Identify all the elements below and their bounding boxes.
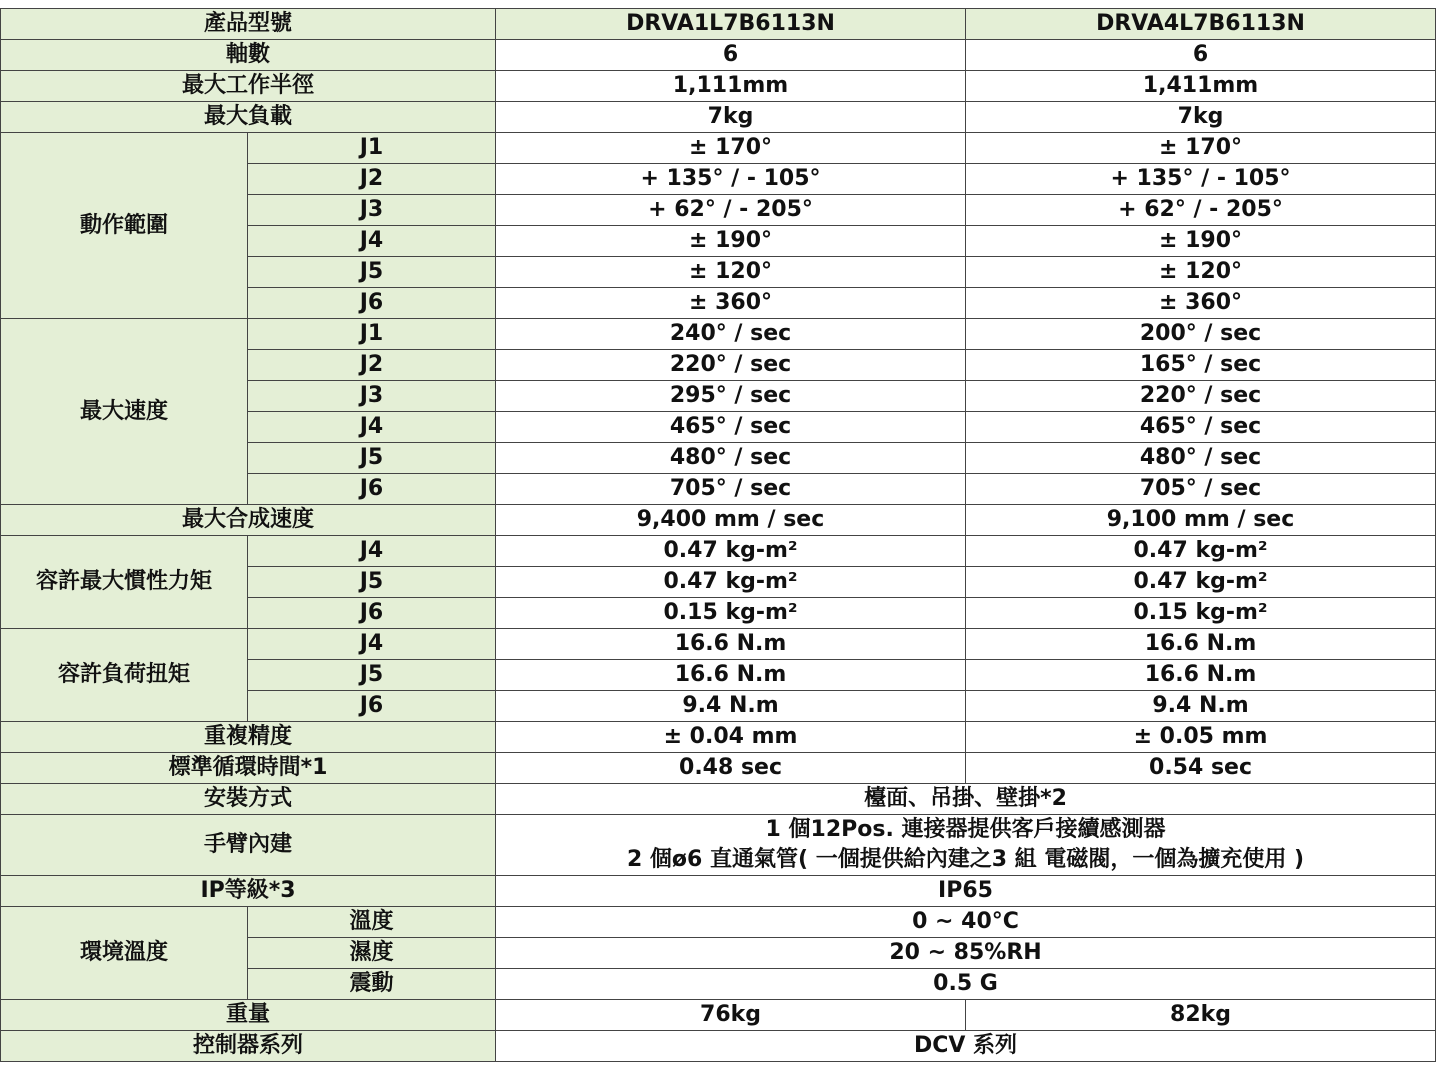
max-speed-a: 295° / sec: [496, 381, 966, 412]
joint-label: J2: [248, 350, 496, 381]
arm-builtin-line-1: 1 個12Pos. 連接器提供客戶接續感測器: [765, 817, 1166, 842]
motion-range-a: ± 120°: [496, 257, 966, 288]
axes-b: 6: [966, 40, 1436, 71]
max-reach-a: 1,111mm: [496, 71, 966, 102]
max-speed-a: 465° / sec: [496, 412, 966, 443]
max-speed-b: 200° / sec: [966, 319, 1436, 350]
environment-item-label: 濕度: [248, 938, 496, 969]
environment-item-label: 震動: [248, 969, 496, 1000]
controller-value: DCV 系列: [496, 1031, 1436, 1062]
joint-label: J4: [248, 536, 496, 567]
motion-range-a: ± 360°: [496, 288, 966, 319]
max-speed-a: 480° / sec: [496, 443, 966, 474]
motion-range-b: ± 190°: [966, 226, 1436, 257]
joint-label: J3: [248, 195, 496, 226]
table-row: [1, 1031, 1436, 1062]
inertia-a: 0.15 kg-m²: [496, 598, 966, 629]
joint-label: J5: [248, 567, 496, 598]
environment-item-value: 0 ~ 40°C: [496, 907, 1436, 938]
max-speed-b: 480° / sec: [966, 443, 1436, 474]
joint-label: J5: [248, 257, 496, 288]
motion-range-b: + 62° / - 205°: [966, 195, 1436, 226]
ip-rating-label: IP等級*3: [1, 876, 496, 907]
table-row: [1, 40, 1436, 71]
joint-label: J5: [248, 443, 496, 474]
axes-a: 6: [496, 40, 966, 71]
max-speed-b: 165° / sec: [966, 350, 1436, 381]
table-row: [1, 784, 1436, 815]
joint-label: J1: [248, 319, 496, 350]
joint-label: J1: [248, 133, 496, 164]
max-composite-speed-a: 9,400 mm / sec: [496, 505, 966, 536]
torque-b: 9.4 N.m: [966, 691, 1436, 722]
environment-item-value: 0.5 G: [496, 969, 1436, 1000]
joint-label: J6: [248, 288, 496, 319]
joint-label: J6: [248, 691, 496, 722]
motion-range-b: ± 360°: [966, 288, 1436, 319]
motion-range-a: + 135° / - 105°: [496, 164, 966, 195]
max-speed-label: 最大速度: [1, 319, 248, 505]
joint-label: J6: [248, 598, 496, 629]
table-row: [1, 629, 1436, 660]
table-row: [1, 815, 1436, 876]
mounting-value: 檯面、吊掛、壁掛*2: [496, 784, 1436, 815]
cycle-time-b: 0.54 sec: [966, 753, 1436, 784]
table-row: [1, 722, 1436, 753]
max-speed-a: 240° / sec: [496, 319, 966, 350]
max-payload-b: 7kg: [966, 102, 1436, 133]
model-b-header: DRVA4L7B6113N: [966, 9, 1436, 40]
joint-label: J4: [248, 226, 496, 257]
inertia-a: 0.47 kg-m²: [496, 567, 966, 598]
repeatability-b: ± 0.05 mm: [966, 722, 1436, 753]
table-row: [1, 1000, 1436, 1031]
motion-range-a: ± 170°: [496, 133, 966, 164]
environment-item-value: 20 ~ 85%RH: [496, 938, 1436, 969]
mounting-label: 安裝方式: [1, 784, 496, 815]
max-payload-label: 最大負載: [1, 102, 496, 133]
spec-table: [0, 8, 1436, 1062]
weight-a: 76kg: [496, 1000, 966, 1031]
motion-range-b: ± 170°: [966, 133, 1436, 164]
inertia-a: 0.47 kg-m²: [496, 536, 966, 567]
torque-b: 16.6 N.m: [966, 660, 1436, 691]
motion-range-b: ± 120°: [966, 257, 1436, 288]
inertia-b: 0.15 kg-m²: [966, 598, 1436, 629]
cycle-time-a: 0.48 sec: [496, 753, 966, 784]
joint-label: J5: [248, 660, 496, 691]
torque-a: 16.6 N.m: [496, 660, 966, 691]
table-row: [1, 9, 1436, 40]
weight-b: 82kg: [966, 1000, 1436, 1031]
table-row: [1, 133, 1436, 164]
table-row: [1, 753, 1436, 784]
max-reach-label: 最大工作半徑: [1, 71, 496, 102]
table-row: [1, 876, 1436, 907]
max-speed-b: 465° / sec: [966, 412, 1436, 443]
table-row: [1, 505, 1436, 536]
motion-range-label: 動作範圍: [1, 133, 248, 319]
motion-range-a: ± 190°: [496, 226, 966, 257]
environment-label: 環境溫度: [1, 907, 248, 1000]
max-composite-speed-b: 9,100 mm / sec: [966, 505, 1436, 536]
model-a-header: DRVA1L7B6113N: [496, 9, 966, 40]
axes-label: 軸數: [1, 40, 496, 71]
weight-label: 重量: [1, 1000, 496, 1031]
joint-label: J4: [248, 629, 496, 660]
max-payload-a: 7kg: [496, 102, 966, 133]
cycle-time-label: 標準循環時間*1: [1, 753, 496, 784]
table-row: [1, 71, 1436, 102]
torque-label: 容許負荷扭矩: [1, 629, 248, 722]
arm-builtin-value: [496, 815, 1436, 876]
max-composite-speed-label: 最大合成速度: [1, 505, 496, 536]
ip-rating-value: IP65: [496, 876, 1436, 907]
table-row: [1, 319, 1436, 350]
joint-label: J3: [248, 381, 496, 412]
header-label: 產品型號: [1, 9, 496, 40]
max-speed-a: 705° / sec: [496, 474, 966, 505]
max-speed-a: 220° / sec: [496, 350, 966, 381]
torque-a: 9.4 N.m: [496, 691, 966, 722]
table-row: [1, 536, 1436, 567]
torque-b: 16.6 N.m: [966, 629, 1436, 660]
arm-builtin-line-2: 2 個ø6 直通氣管( 一個提供給內建之3 組 電磁閥，一個為擴充使用 ): [626, 847, 1305, 872]
repeatability-label: 重複精度: [1, 722, 496, 753]
torque-a: 16.6 N.m: [496, 629, 966, 660]
inertia-b: 0.47 kg-m²: [966, 536, 1436, 567]
max-speed-b: 705° / sec: [966, 474, 1436, 505]
joint-label: J2: [248, 164, 496, 195]
joint-label: J6: [248, 474, 496, 505]
motion-range-a: + 62° / - 205°: [496, 195, 966, 226]
table-row: [1, 907, 1436, 938]
arm-builtin-label: 手臂內建: [1, 815, 496, 876]
joint-label: J4: [248, 412, 496, 443]
inertia-b: 0.47 kg-m²: [966, 567, 1436, 598]
repeatability-a: ± 0.04 mm: [496, 722, 966, 753]
table-row: [1, 102, 1436, 133]
controller-label: 控制器系列: [1, 1031, 496, 1062]
inertia-label: 容許最大慣性力矩: [1, 536, 248, 629]
environment-item-label: 溫度: [248, 907, 496, 938]
motion-range-b: + 135° / - 105°: [966, 164, 1436, 195]
max-speed-b: 220° / sec: [966, 381, 1436, 412]
max-reach-b: 1,411mm: [966, 71, 1436, 102]
